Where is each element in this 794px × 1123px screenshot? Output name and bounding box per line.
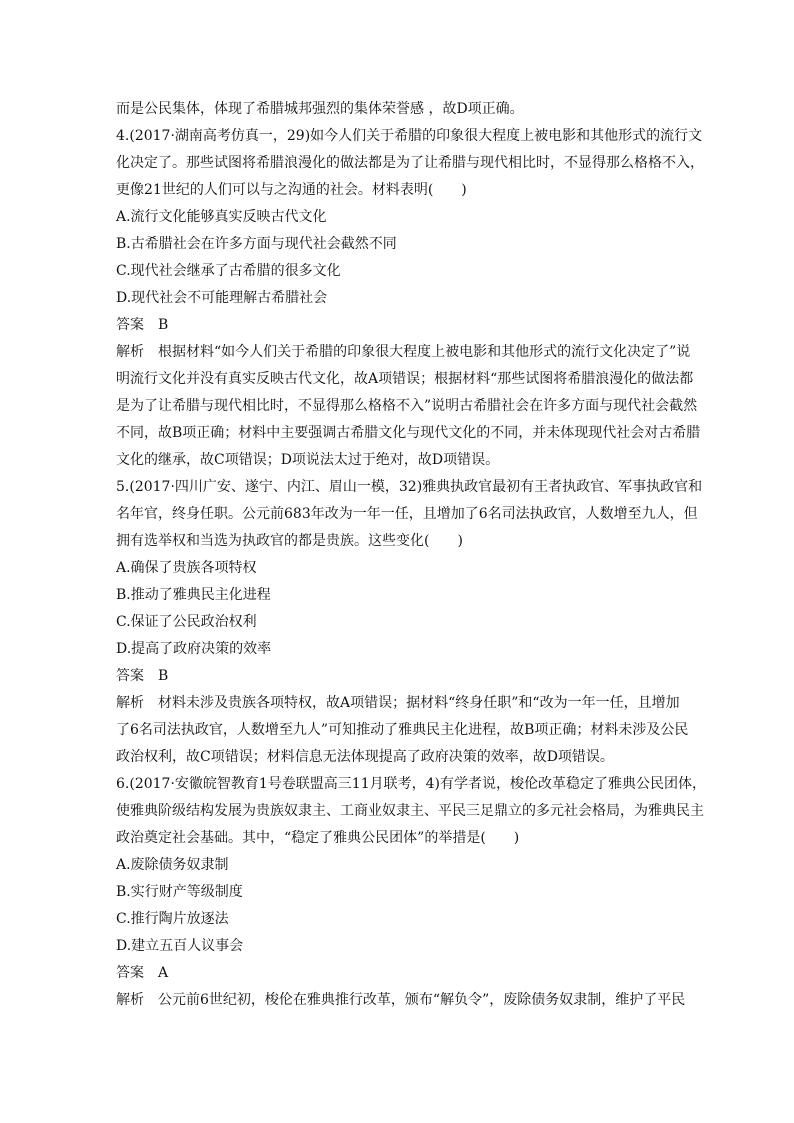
text-line: 是为了让希腊与现代相比时，不显得那么格格不入”说明古希腊社会在许多方面与现代社会截然 [116, 398, 698, 414]
option-a: A.废除债务奴隶制 [116, 857, 229, 873]
text-line: 而是公民集体，体现了希腊城邦强烈的集体荣誉感 ，故D项正确。 [116, 101, 524, 117]
option-d: D.提高了政府决策的效率 [116, 641, 272, 657]
text-line: 拥有选举权和当选为执政官的都是贵族。这些变化( ) [116, 533, 463, 549]
option-b: B.实行财产等级制度 [116, 884, 243, 900]
option-c: C.推行陶片放逐法 [116, 911, 229, 927]
analysis-line: 解析 材料未涉及贵族各项特权，故A项错误；据材料“终身任职”和“改为一年一任，且增加 [116, 695, 680, 711]
question-4-stem: 4.(2017·湖南高考仿真一，29)如今人们关于希腊的印象很大程度上被电影和其他形式的流行文 [116, 128, 703, 144]
option-c: C.保证了公民政治权利 [116, 614, 257, 630]
option-d: D.建立五百人议事会 [116, 938, 244, 954]
option-a: A.流行文化能够真实反映古代文化 [116, 209, 327, 225]
text-line: 化决定了。那些试图将希腊浪漫化的做法都是为了让希腊与现代相比时，不显得那么格格不入， [116, 155, 704, 171]
option-c: C.现代社会继承了古希腊的很多文化 [116, 263, 341, 279]
text-line: 不同，故B项正确；材料中主要强调古希腊文化与现代文化的不同，并未体现现代社会对古希腊 [116, 425, 701, 441]
option-d: D.现代社会不可能理解古希腊社会 [116, 290, 328, 306]
answer-line: 答案 B [116, 317, 169, 333]
text-line: 政治奠定社会基础。其中，“稳定了雅典公民团体”的举措是( ) [116, 830, 520, 846]
option-b: B.推动了雅典民主化进程 [116, 587, 271, 603]
answer-line: 答案 B [116, 668, 169, 684]
text-line: 明流行文化并没有真实反映古代文化，故A项错误；根据材料“那些试图将希腊浪漫化的做法都 [116, 371, 694, 387]
question-5-stem: 5.(2017·四川广安、遂宁、内江、眉山一模，32)雅典执政官最初有王者执政官、军事执政官和 [116, 479, 703, 495]
question-6-stem: 6.(2017·安徽皖智教育1号卷联盟高三11月联考，4)有学者说，梭伦改革稳定了雅典公民团体， [116, 776, 706, 792]
option-a: A.确保了贵族各项特权 [116, 560, 257, 576]
answer-line: 答案 A [116, 965, 169, 981]
analysis-line: 解析 根据材料“如今人们关于希腊的印象很大程度上被电影和其他形式的流行文化决定了”说 [116, 344, 691, 360]
text-line: 名年官，终身任职。公元前683年改为一年一任，且增加了6名司法执政官，人数增至九人，但 [116, 506, 698, 522]
text-line: 使雅典阶级结构发展为贵族奴隶主、工商业奴隶主、平民三足鼎立的多元社会格局，为雅典民主 [116, 803, 704, 819]
document-page [116, 96, 708, 1014]
text-line: 更像21世纪的人们可以与之沟通的社会。材料表明( ) [116, 182, 467, 198]
text-line: 了6名司法执政官，人数增至九人”可知推动了雅典民主化进程，故B项正确；材料未涉及公民 [116, 722, 689, 738]
text-line: 文化的继承，故C项错误；D项说法太过于绝对，故D项错误。 [116, 452, 500, 468]
option-b: B.古希腊社会在许多方面与现代社会截然不同 [116, 236, 397, 252]
text-line: 政治权利，故C项错误；材料信息无法体现提高了政府决策的效率，故D项错误。 [116, 749, 614, 765]
analysis-line: 解析 公元前6世纪初，梭伦在雅典推行改革，颁布“解负令”，废除债务奴隶制，维护了平民 [116, 992, 686, 1008]
